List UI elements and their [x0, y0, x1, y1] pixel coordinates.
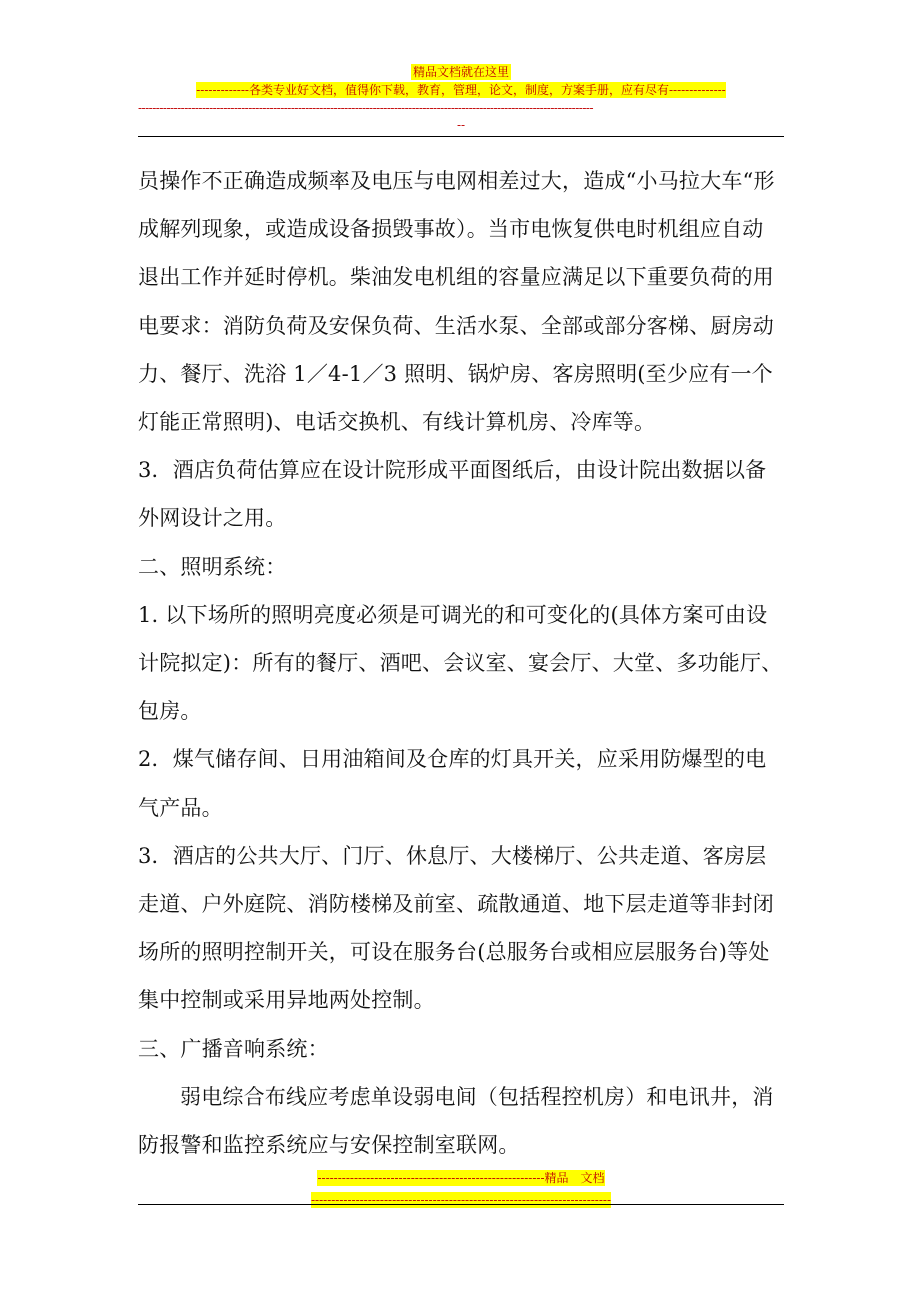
section-heading-lighting: 二、照明系统：	[138, 554, 287, 579]
page-footer	[138, 1170, 784, 1212]
paragraph-lighting-control: 3．酒店的公共大厅、门厅、休息厅、大楼梯厅、公共走道、客房层走道、户外庭院、消防楼梯及前室、疏散通道、地下层走道等非封闭场所的照明控制开关，可设在服务台(总服务台或相应层服务台)等处集中控制或采用异地两处控制。	[138, 843, 774, 1013]
paragraph-dimmable-lighting: 1. 以下场所的照明亮度必须是可调光的和可变化的(具体方案可由设计院拟定)：所有的餐厅、酒吧、会议室、宴会厅、大堂、多功能厅、包房。	[138, 602, 783, 724]
header-dash-tail: --	[456, 118, 466, 132]
section-heading-broadcast: 三、广播音响系统：	[138, 1036, 329, 1061]
paragraph-generator-requirements: 员操作不正确造成频率及电压与电网相差过大，造成“小马拉大车“形成解列现象，或造成设备损毁事故）。当市电恢复供电时机组应自动退出工作并延时停机。柴油发电机组的容量应满足以下重要负荷的用电要求：消防负荷及安保负荷、生活水泵、全部或部分客梯、厨房动力、餐厅、洗浴 1／4-1／3 照明、锅炉房、客房照明(至少应有一个灯能正常照明)、电话交换机、有线计算机房、冷库等。	[138, 169, 775, 435]
footer-label: --------------------------------------------------------精品 文档	[317, 1171, 605, 1185]
header-rule	[138, 136, 784, 137]
page-header	[138, 64, 784, 133]
paragraph-explosion-proof: 2．煤气储存间、日用油箱间及仓库的灯具开关，应采用防爆型的电气产品。	[138, 747, 767, 820]
paragraph-weak-current: 弱电综合布线应考虑单设弱电间（包括程控机房）和电讯井，消防报警和监控系统应与安保控制室联网。	[138, 1084, 774, 1158]
header-dash-line: --------------------------------------------------------------------------------------------------------------------------------	[138, 101, 593, 115]
footer-dash-line: --------------------------------------------------------------------------	[310, 1193, 612, 1207]
document-body	[138, 157, 784, 1169]
header-title: 精品文档就在这里	[412, 65, 509, 79]
footer-rule	[138, 1204, 784, 1205]
header-tagline: -------------各类专业好文档，值得你下载，教育，管理，论文，制度，方案手册，应有尽有--------------	[196, 83, 726, 97]
paragraph-load-estimate: 3．酒店负荷估算应在设计院形成平面图纸后，由设计院出数据以备外网设计之用。	[138, 458, 767, 531]
